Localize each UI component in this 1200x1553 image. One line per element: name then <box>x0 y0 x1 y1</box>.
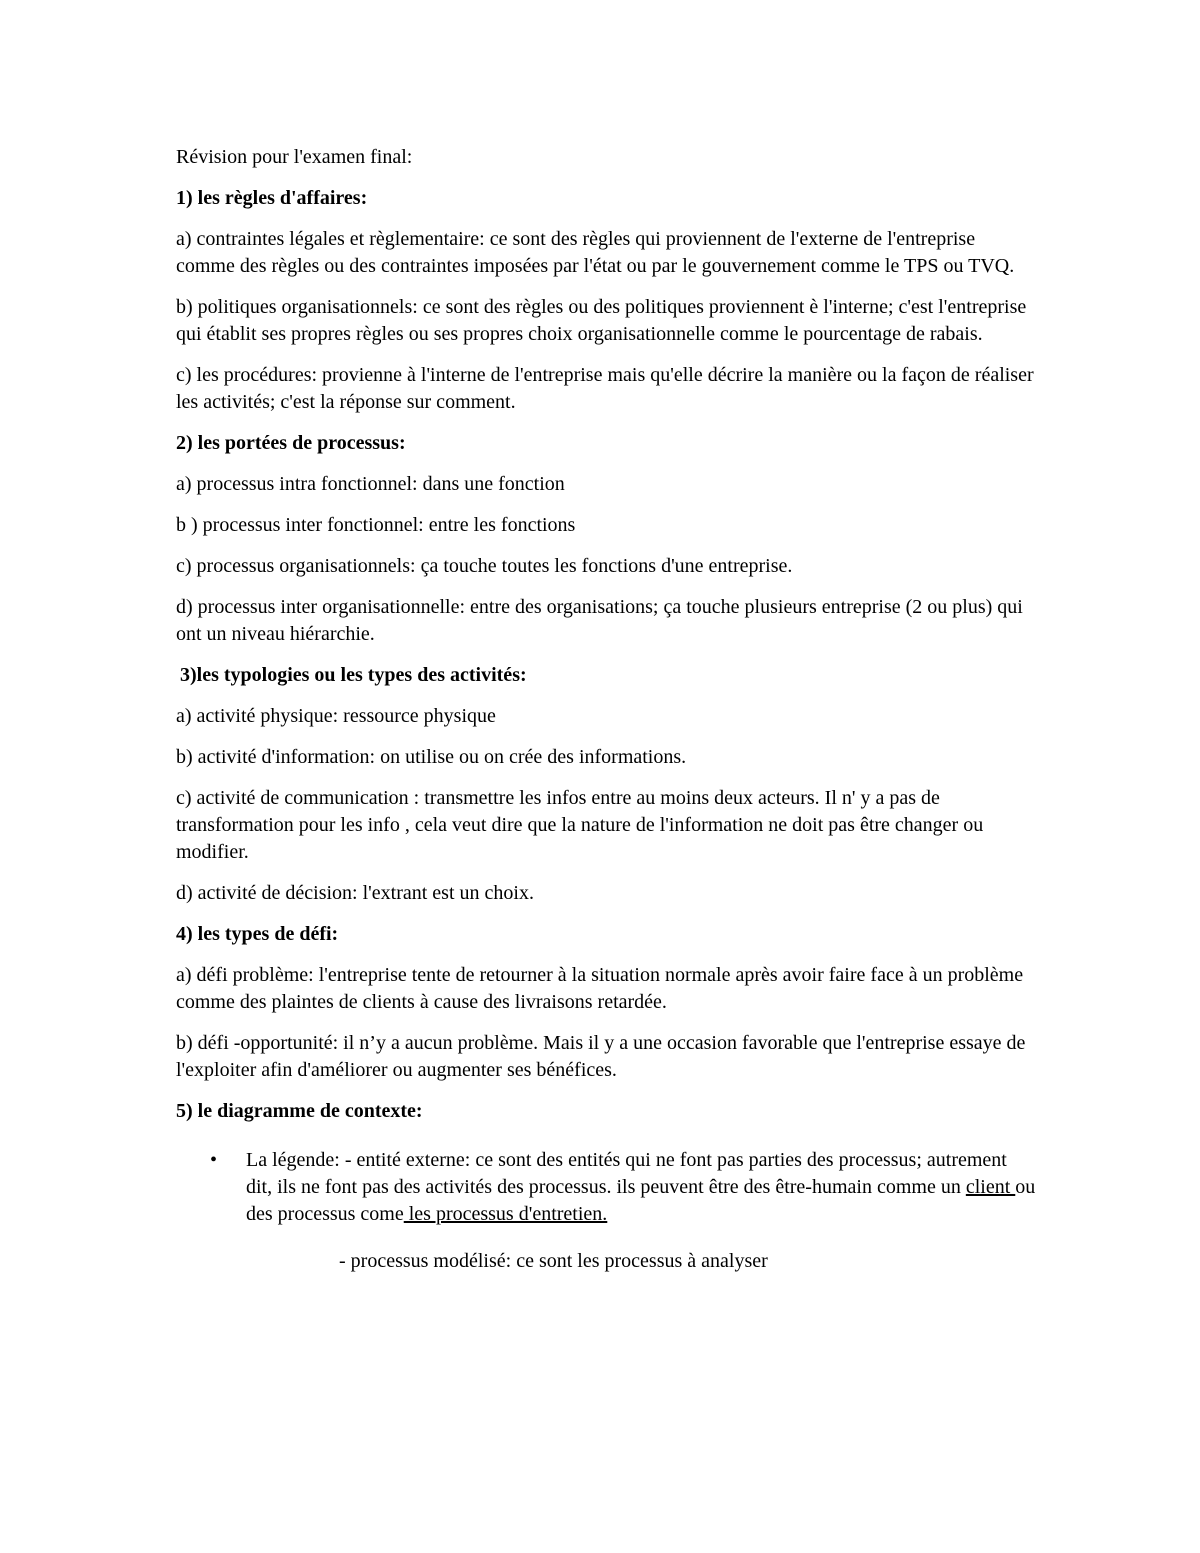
bullet-list <box>176 1147 1036 1228</box>
paragraph-organisationnels: c) processus organisationnels: ça touche toutes les fonctions d'une entreprise. <box>176 555 793 577</box>
paragraph-defi-probleme: a) défi problème: l'entreprise tente de retourner à la situation normale après avoir faire face à un problème comme des plaintes de clients à cause des livraisons retardée. <box>176 964 1024 1013</box>
paragraph-procedures: c) les procédures: provienne à l'interne de l'entreprise mais qu'elle décrire la manière ou la façon de réaliser les activités; c'est la réponse sur comment. <box>176 364 1034 413</box>
paragraph-inter-fonctionnel: b ) processus inter fonctionnel: entre les fonctions <box>176 514 576 536</box>
paragraph-activite-physique: a) activité physique: ressource physique <box>176 705 496 727</box>
paragraph-activite-information: b) activité d'information: on utilise ou on crée des informations. <box>176 746 687 768</box>
client-underlined-text: client <box>965 1176 1016 1198</box>
list-item-legende <box>176 1147 1036 1228</box>
section-heading-types-defi: 4) les types de défi: <box>176 923 339 945</box>
section-heading-diagramme-contexte: 5) le diagramme de contexte: <box>176 1100 423 1122</box>
section-heading-typologies-activites: 3)les typologies ou les types des activités: <box>180 664 527 686</box>
paragraph-intra-fonctionnel: a) processus intra fonctionnel: dans une fonction <box>176 473 565 495</box>
document-content <box>176 144 1036 1275</box>
paragraph-contraintes-legales: a) contraintes légales et règlementaire: ce sont des règles qui proviennent de l'externe de l'entreprise comme des règles ou des contraintes imposées par l'état ou par le gouvernement comme le TPS ou TVQ. <box>176 228 1015 277</box>
paragraph-activite-communication: c) activité de communication : transmettre les infos entre au moins deux acteurs. Il n' y a pas de transformation pour les info , cela veut dire que la nature de l'information ne doit pas être changer ou modifier. <box>176 787 984 863</box>
section-heading-portees-processus: 2) les portées de processus: <box>176 432 406 454</box>
legende-middle-text: ou des processus come <box>246 1176 1036 1225</box>
paragraph-inter-organisationnelle: d) processus inter organisationnelle: entre des organisations; ça touche plusieurs entreprise (2 ou plus) qui ont un niveau hiérarchie. <box>176 596 1023 645</box>
paragraph-activite-decision: d) activité de décision: l'extrant est un choix. <box>176 882 534 904</box>
paragraph-defi-opportunite: b) défi -opportunité: il n’y a aucun problème. Mais il y a une occasion favorable que l'entreprise essaye de l'exploiter afin d'améliorer ou augmenter ses bénéfices. <box>176 1032 1026 1081</box>
paragraph-processus-modelise: - processus modélisé: ce sont les processus à analyser <box>339 1250 768 1272</box>
entretien-underlined-text: les processus d'entretien. <box>403 1203 608 1225</box>
legende-text: La légende: - entité externe: ce sont des entités qui ne font pas parties des processus; autrement dit, ils ne font pas des activités des processus. ils peuvent être des être-humain comme un <box>246 1149 1007 1198</box>
document-title: Révision pour l'examen final: <box>176 146 413 168</box>
bullet-icon: • <box>210 1149 218 1171</box>
paragraph-politiques-organisationnels: b) politiques organisationnels: ce sont des règles ou des politiques proviennent è l'interne; c'est l'entreprise qui établit ses propres règles ou ses propres choix organisationnelle comme le pourcentage de rabais. <box>176 296 1027 345</box>
section-heading-regles-affaires: 1) les règles d'affaires: <box>176 187 368 209</box>
